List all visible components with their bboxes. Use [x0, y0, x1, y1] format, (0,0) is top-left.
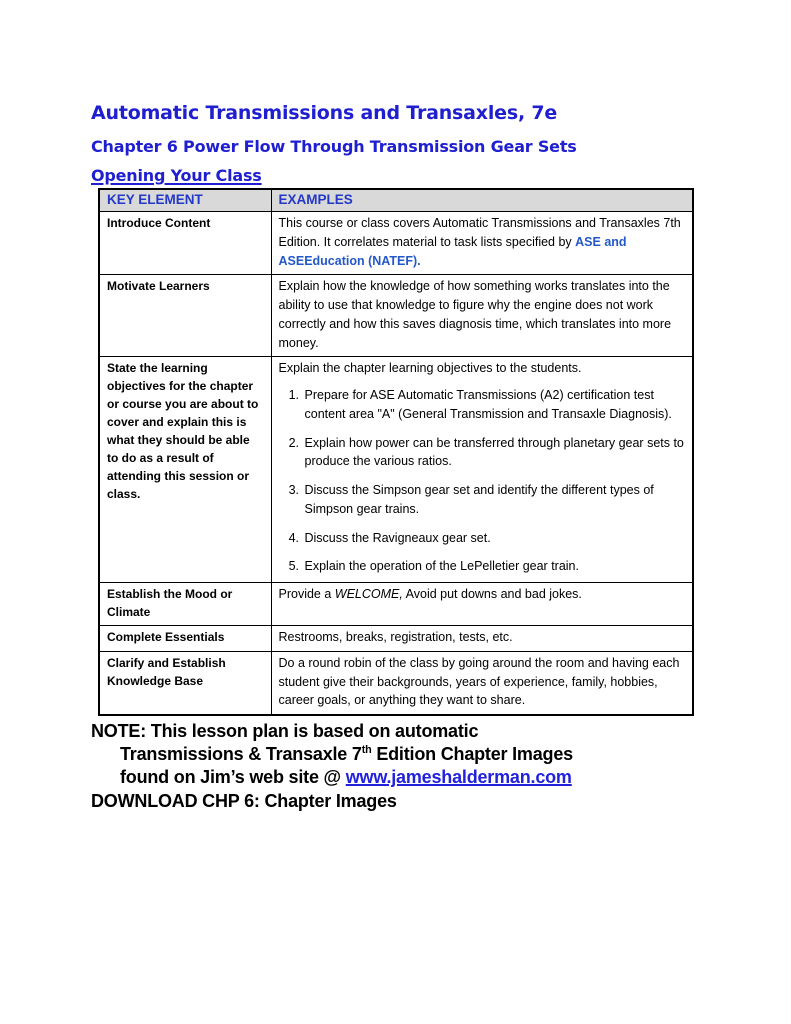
table-header-row	[99, 189, 693, 212]
key-element-introduce-content: Introduce Content	[99, 212, 271, 275]
objective-item: 1. Prepare for ASE Automatic Transmissions (A2) certification test content area "A" (General Transmission and Transaxle Diagnosis).	[303, 386, 686, 424]
example-clarify-knowledge: Do a round robin of the class by going around the room and having each student give their backgrounds, years of experience, family, hobbies, career goals, or anything they want to share.	[271, 651, 693, 715]
ase-natef-highlight: ASE and ASEEducation (NATEF).	[278, 234, 627, 268]
example-text: Provide a	[278, 587, 335, 601]
objectives-list	[279, 386, 686, 576]
chapter-heading: Chapter 6 Power Flow Through Transmission Gear Sets	[91, 137, 577, 156]
key-element-establish-mood: Establish the Mood or Climate	[99, 583, 271, 626]
example-text: Avoid put downs and bad jokes.	[402, 587, 582, 601]
key-element-motivate-learners: Motivate Learners	[99, 275, 271, 357]
document-title: Automatic Transmissions and Transaxles, 7e	[91, 102, 558, 124]
note-line-4: DOWNLOAD CHP 6: Chapter Images	[91, 790, 397, 811]
website-link[interactable]: www.jameshalderman.com	[345, 767, 572, 788]
column-header-key-element: KEY ELEMENT	[99, 189, 271, 212]
table-row	[99, 212, 693, 275]
table-row	[99, 651, 693, 715]
lesson-plan-table	[98, 188, 694, 716]
objective-item: 2. Explain how power can be transferred through planetary gear sets to produce the various ratios.	[303, 434, 686, 472]
example-introduce-content	[271, 212, 693, 275]
note-text: found on Jim’s web site @	[120, 767, 346, 788]
welcome-italic: WELCOME,	[334, 587, 403, 601]
objective-item: 4. Discuss the Ravigneaux gear set.	[303, 529, 686, 548]
table-row	[99, 357, 693, 583]
note-text: Edition Chapter Images	[371, 744, 573, 765]
key-element-clarify-knowledge: Clarify and Establish Knowledge Base	[99, 651, 271, 715]
objective-item: 5. Explain the operation of the LePelletier gear train.	[303, 557, 686, 576]
example-state-objectives	[271, 357, 693, 583]
note-line-1: NOTE: This lesson plan is based on automatic	[91, 721, 479, 741]
note-block	[91, 720, 731, 813]
example-motivate-learners: Explain how the knowledge of how something works translates into the ability to use that knowledge to figure why the engine does not work correctly and how this saves diagnosis time, which translates into more money.	[271, 275, 693, 357]
example-text: This course or class covers Automatic Transmissions and Transaxles 7th Edition. It correlates material to task lists specified by	[278, 216, 681, 249]
section-heading: Opening Your Class	[91, 166, 262, 185]
example-complete-essentials: Restrooms, breaks, registration, tests, etc.	[271, 626, 693, 652]
note-line-3	[91, 766, 731, 789]
ordinal-superscript: th	[361, 744, 372, 757]
objective-item: 3. Discuss the Simpson gear set and identify the different types of Simpson gear trains.	[303, 481, 686, 519]
table-row	[99, 275, 693, 357]
table-row	[99, 626, 693, 652]
column-header-examples: EXAMPLES	[271, 189, 693, 212]
note-text: Transmissions & Transaxle 7	[120, 744, 362, 765]
key-element-complete-essentials: Complete Essentials	[99, 626, 271, 652]
objectives-intro: Explain the chapter learning objectives to the students.	[278, 361, 582, 376]
note-line-2	[91, 743, 731, 766]
table-row	[99, 583, 693, 626]
example-establish-mood	[271, 583, 693, 626]
key-element-state-objectives: State the learning objectives for the chapter or course you are about to cover and explain this is what they should be able to do as a result of attending this session or class.	[99, 357, 271, 583]
